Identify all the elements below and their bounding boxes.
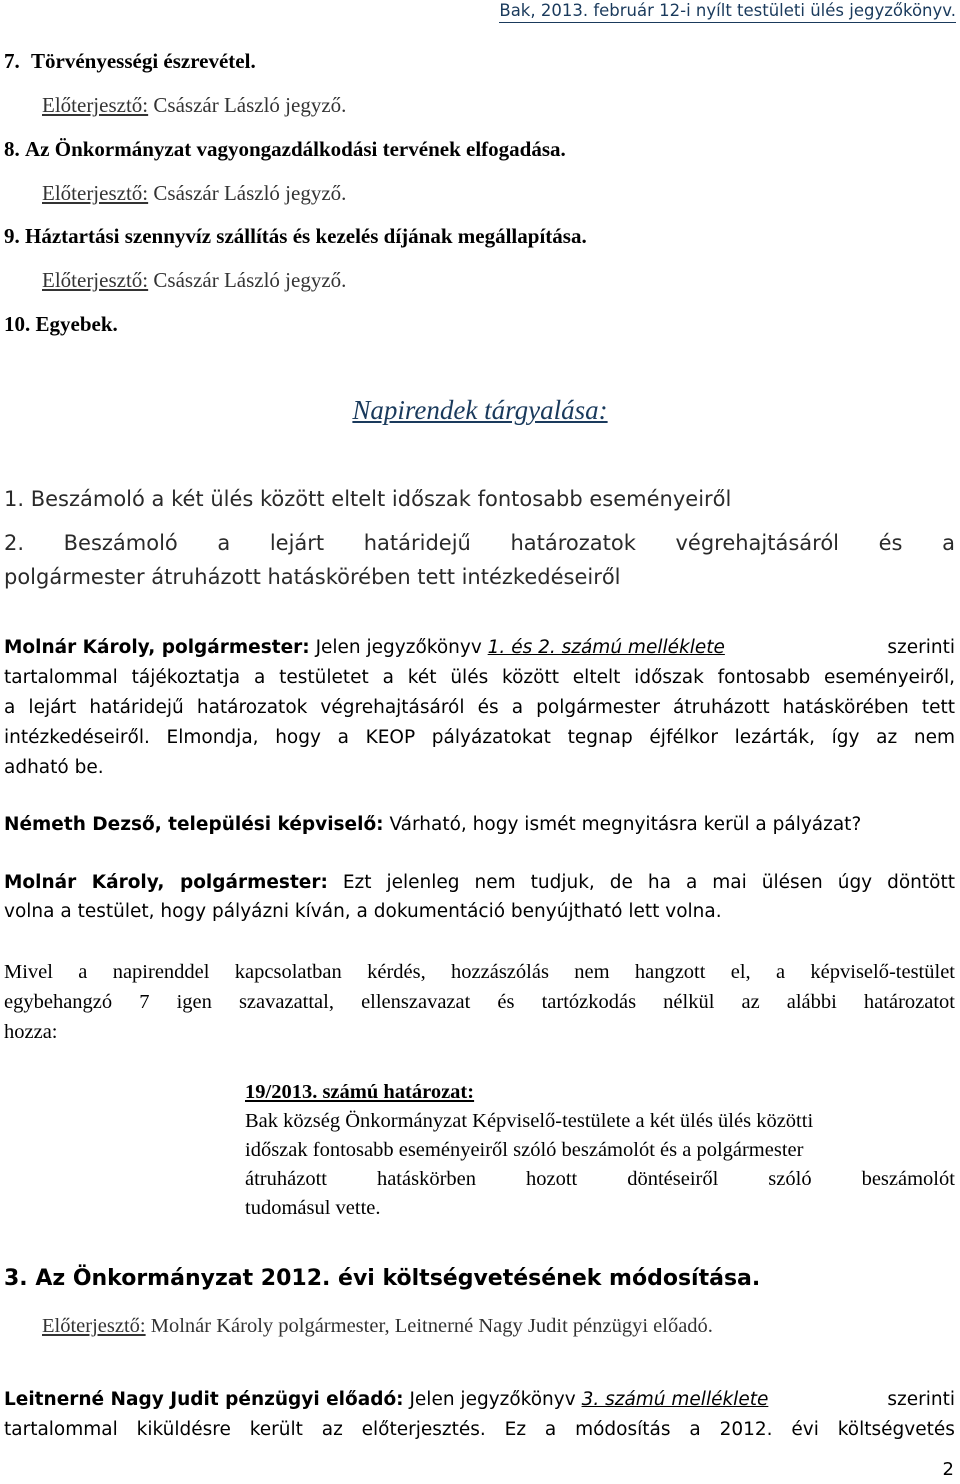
topic-2-word: határozatok xyxy=(510,531,636,555)
annex-reference: 3. számú melléklete xyxy=(581,1389,769,1410)
topic-2-word: lejárt xyxy=(269,531,325,555)
speech-word: költségvetés xyxy=(837,1419,955,1440)
agenda-item-7 xyxy=(4,47,256,76)
agenda-item-10-number: 10. xyxy=(4,312,31,336)
speech-4-line-1 xyxy=(4,1386,955,1414)
running-header: Bak, 2013. február 12-i nyílt testületi ülés jegyzőkönyv. xyxy=(499,0,956,23)
resolution-word: hozott xyxy=(525,1168,578,1190)
topic-2-line-1 xyxy=(4,527,955,559)
topic-2-word: Beszámoló xyxy=(63,531,178,555)
speech-text: Jelen jegyzőkönyv xyxy=(315,637,482,658)
speech-word: a xyxy=(689,1419,701,1440)
speech-3-line-2: volna a testület, hogy pályázni kíván, a dokumentáció benyújtható lett volna. xyxy=(4,901,722,922)
presenter-label: Előterjesztő: xyxy=(42,1315,146,1337)
presenter-label: Előterjesztő: xyxy=(42,93,149,117)
speech-word: előterjesztés. xyxy=(361,1419,486,1440)
speech-word: módosítás xyxy=(575,1419,671,1440)
agenda-item-7-title: Törvényességi észrevétel. xyxy=(31,49,256,73)
resolution-word: beszámolót xyxy=(861,1168,955,1190)
speech-word: kiküldésre xyxy=(136,1419,231,1440)
speech-1-line-3: a lejárt határidejű határozatok végrehajtásáról és a polgármester átruházott hatáskörében tett xyxy=(4,697,955,718)
resolution-word: szóló xyxy=(768,1168,812,1190)
presenter-name: Császár László jegyző. xyxy=(153,93,347,117)
agenda-item-10-title: Egyebek. xyxy=(35,312,118,336)
speech-word: 2012. xyxy=(719,1419,773,1440)
agenda-item-10 xyxy=(4,310,118,339)
agenda-item-9-number: 9. xyxy=(4,224,20,248)
presenter-name: Császár László jegyző. xyxy=(153,268,347,292)
resolution-line-1: Bak község Önkormányzat Képviselő-testülete a két ülés ülés közötti xyxy=(245,1110,814,1132)
topic-2-word: a xyxy=(217,531,231,555)
resolution-word: átruházott xyxy=(245,1168,327,1190)
topic-2-word: 2. xyxy=(4,531,25,555)
agenda-item-9-title: Háztartási szennyvíz szállítás és kezelés díjának megállapítása. xyxy=(25,224,587,248)
speech-3-line-1 xyxy=(4,869,955,897)
topic-2-word: és xyxy=(878,531,903,555)
speech-word: tartalommal xyxy=(4,1419,118,1440)
vote-text-line-2: egybehangzó 7 igen szavazattal, ellenszavazat és tartózkodás nélkül az alábbi határozatot xyxy=(4,991,955,1013)
topic-2-word: a xyxy=(942,531,955,555)
presenter-name: Molnár Károly polgármester, Leitnerné Nagy Judit pénzügyi előadó. xyxy=(150,1315,713,1337)
agenda-item-8-presenter xyxy=(42,179,346,208)
speech-text: szerinti xyxy=(887,1389,955,1410)
resolution-word: döntéseiről xyxy=(627,1168,719,1190)
speaker-name: Leitnerné Nagy Judit pénzügyi előadó: xyxy=(4,1389,404,1410)
page-number: 2 xyxy=(942,1459,954,1480)
topic-2-line-2: polgármester átruházott hatáskörében tett intézkedéseiről xyxy=(4,565,621,589)
agenda-item-8 xyxy=(4,135,566,164)
agenda-item-9 xyxy=(4,222,587,251)
presenter-label: Előterjesztő: xyxy=(42,181,149,205)
speech-text: Jelen jegyzőkönyv xyxy=(409,1389,576,1410)
resolution-word: hatáskörben xyxy=(376,1168,476,1190)
speech-text: Várható, hogy ismét megnyitásra kerül a pályázat? xyxy=(389,814,862,835)
speech-word: a xyxy=(544,1419,557,1440)
agenda-item-7-number: 7. xyxy=(4,49,20,73)
speech-word: került xyxy=(249,1419,303,1440)
speech-1-line-1 xyxy=(4,634,955,662)
agenda-item-8-title: Az Önkormányzat vagyongazdálkodási tervének elfogadása. xyxy=(25,137,566,161)
resolution-line-4: tudomásul vette. xyxy=(245,1197,381,1219)
annex-reference: 1. és 2. számú melléklete xyxy=(487,637,725,658)
speech-text: szerinti xyxy=(887,637,955,658)
speech-word: Ez xyxy=(504,1419,527,1440)
discussion-heading: Napirendek tárgyalása: xyxy=(352,395,608,425)
speaker-name: Molnár Károly, polgármester: xyxy=(4,872,328,893)
presenter-name: Császár László jegyző. xyxy=(153,181,347,205)
agenda-3-presenter xyxy=(42,1312,713,1340)
agenda-3-title: 3. Az Önkormányzat 2012. évi költségvetésének módosítása. xyxy=(4,1266,761,1291)
speaker-name: Németh Dezső, települési képviselő: xyxy=(4,814,384,835)
topic-1: 1. Beszámoló a két ülés között eltelt időszak fontosabb eseményeiről xyxy=(4,487,732,511)
speech-1-line-2: tartalommal tájékoztatja a testületet a két ülés között eltelt időszak fontosabb eseményeiről, xyxy=(4,667,955,688)
speech-4-line-2 xyxy=(4,1416,955,1444)
vote-text-line-1: Mivel a napirenddel kapcsolatban kérdés, hozzászólás nem hangzott el, a képviselő-testület xyxy=(4,961,955,983)
resolution-line-3 xyxy=(245,1165,955,1194)
speech-1-line-4: intézkedéseiről. Elmondja, hogy a KEOP pályázatokat tegnap éjfélkor lezárták, így az nem xyxy=(4,727,955,748)
vote-text-line-3: hozza: xyxy=(4,1021,58,1043)
speech-word: az xyxy=(321,1419,343,1440)
resolution-title: 19/2013. számú határozat: xyxy=(245,1081,475,1103)
resolution-line-2: időszak fontosabb eseményeiről szóló beszámolót és a polgármester xyxy=(245,1139,804,1161)
topic-2-word: határidejű xyxy=(363,531,471,555)
speech-text: Ezt jelenleg nem tudjuk, de ha a mai ülésen úgy döntött xyxy=(342,872,955,893)
topic-2-word: végrehajtásáról xyxy=(675,531,840,555)
agenda-item-7-presenter xyxy=(42,91,346,120)
agenda-item-9-presenter xyxy=(42,266,346,295)
speech-2 xyxy=(4,811,861,839)
speech-word: évi xyxy=(791,1419,819,1440)
speech-1-line-5: adható be. xyxy=(4,757,104,778)
speaker-name: Molnár Károly, polgármester: xyxy=(4,637,310,658)
agenda-item-8-number: 8. xyxy=(4,137,20,161)
presenter-label: Előterjesztő: xyxy=(42,268,149,292)
